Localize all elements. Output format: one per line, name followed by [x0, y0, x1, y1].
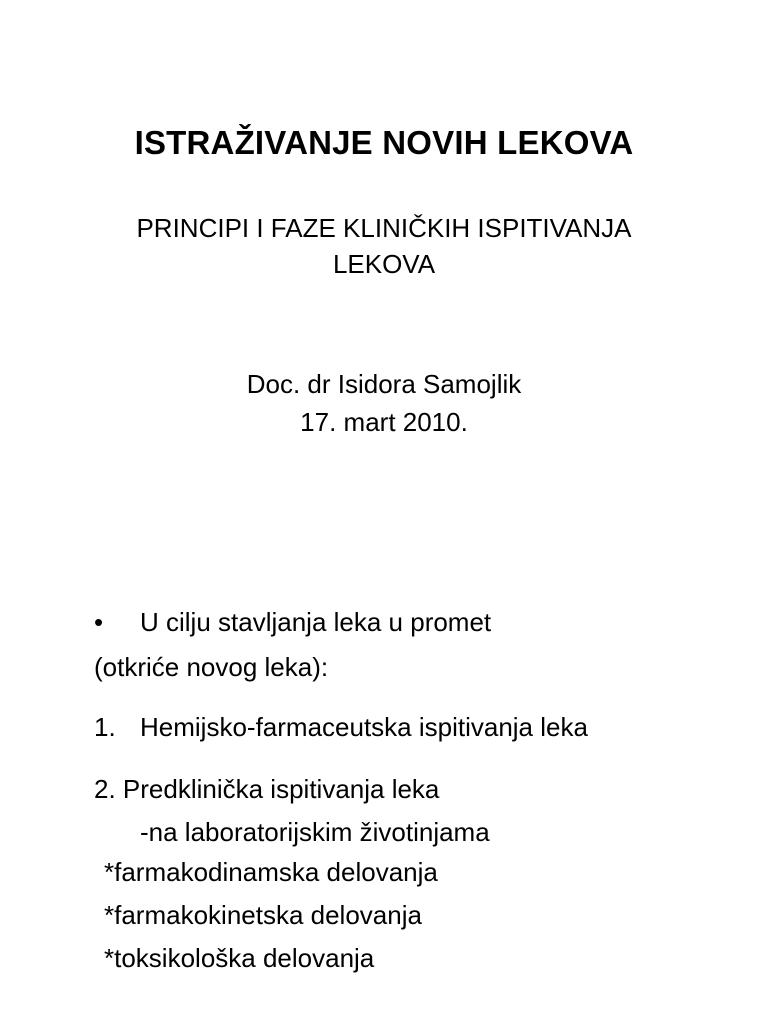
presentation-date: 17. mart 2010. — [300, 407, 468, 437]
step-1-text: Hemijsko-farmaceutska ispitivanja leka — [140, 712, 588, 742]
document-title: ISTRAŽIVANJE NOVIH LEKOVA — [134, 124, 634, 161]
step-2-detail-1: *farmakodinamska delovanja — [104, 857, 438, 887]
bullet-marker: • — [94, 607, 104, 637]
step-2-text: 2. Predklinička ispitivanja leka — [94, 774, 440, 804]
subtitle-line-2: LEKOVA — [332, 249, 436, 279]
intro-continuation: (otkriće novog leka): — [94, 652, 329, 682]
step-2-subtext: -na laboratorijskim životinjama — [140, 817, 490, 847]
step-2-detail-3: *toksikološka delovanja — [104, 943, 375, 973]
author-name: Doc. dr Isidora Samojlik — [246, 369, 522, 399]
subtitle-line-1: PRINCIPI I FAZE KLINIČKIH ISPITIVANJA — [136, 213, 632, 243]
step-2-detail-2: *farmakokinetska delovanja — [104, 900, 422, 930]
document-subtitle — [0, 210, 768, 282]
author-block — [0, 365, 768, 441]
intro-text: U cilju stavljanja leka u promet — [140, 607, 492, 637]
step-1-number: 1. — [94, 712, 116, 742]
